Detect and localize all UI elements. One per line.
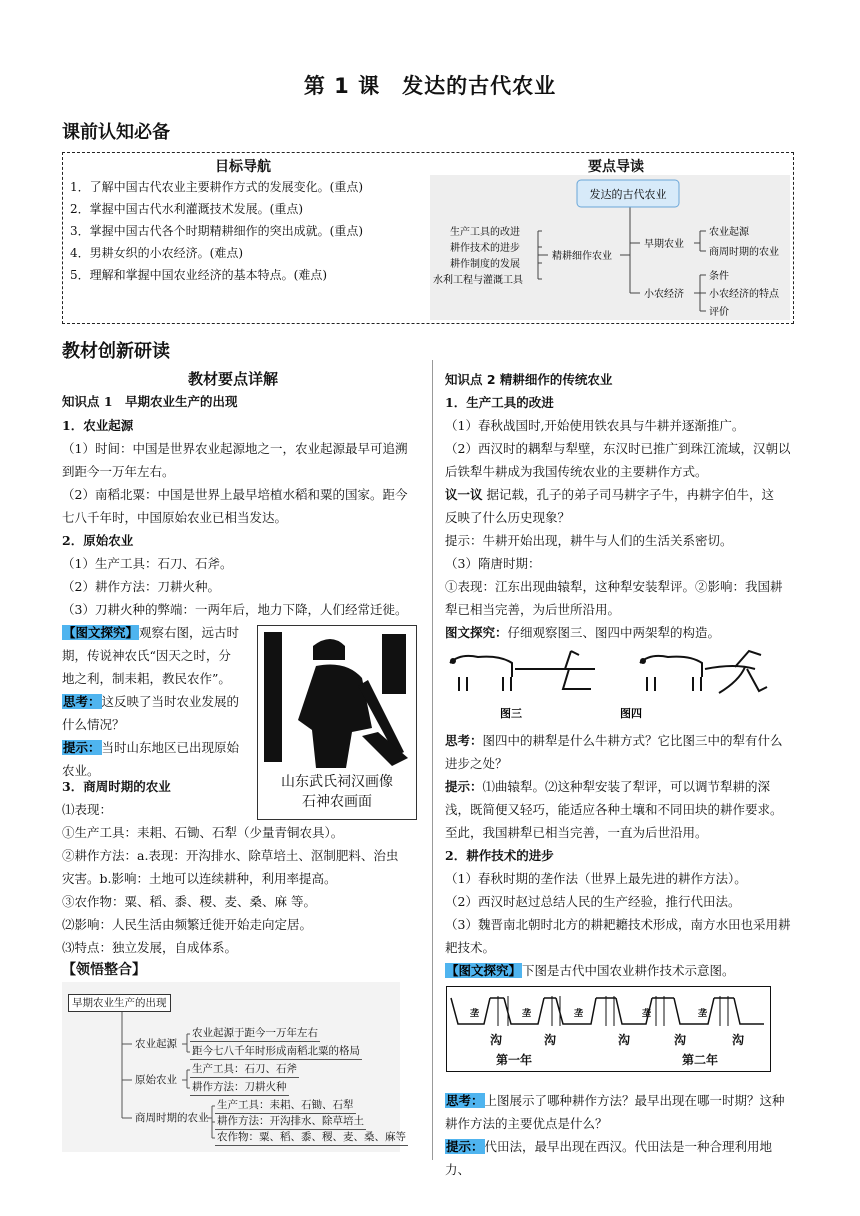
- paragraph: ⑶特点：独立发展，自成体系。: [62, 940, 238, 955]
- mm-root: 发达的古代农业: [589, 188, 667, 201]
- goals-heading: 目标导航: [215, 159, 271, 175]
- mm-summary-leaf: 农作物：粟、稻、黍、稷、麦、桑、麻等: [215, 1130, 408, 1146]
- kp2-title: 知识点 2 精耕细作的传统农业: [445, 372, 613, 387]
- mm-left-item: 生产工具的改进: [450, 227, 520, 238]
- paragraph: 当时山东地区已出现原始: [101, 740, 240, 755]
- paragraph: 什么情况？: [62, 717, 125, 732]
- paragraph: 提示：牛耕开始出现，耕牛与人们的生活关系密切。: [445, 533, 733, 548]
- mm-left-hub: 精耕细作农业: [552, 251, 612, 262]
- left-body-top: [62, 414, 427, 621]
- paragraph: ⑴表现：: [62, 802, 113, 817]
- paragraph: 下图是古代中国农业耕作技术示意图。: [522, 963, 735, 978]
- paragraph: 犁已相当完善，为后世所沿用。: [445, 602, 621, 617]
- left-explore: [62, 621, 252, 782]
- paragraph: 据记载，孔子的弟子司马耕字子牛，冉耕字伯牛，这: [482, 487, 774, 502]
- subheading: 2．原始农业: [62, 533, 134, 548]
- mm-summary-branch: 原始农业: [135, 1074, 177, 1086]
- section-heading-textbook: 教材创新研读: [62, 341, 170, 362]
- ditch-label: 沟: [674, 1033, 687, 1047]
- paragraph: ⑴曲辕犁。⑵这种犁安装了犁评，可以调节犁耕的深: [482, 779, 771, 794]
- paragraph: 地之利，制耒耜，教民农作”。: [62, 671, 231, 686]
- shennong-figure: [258, 626, 416, 778]
- mm-right-item: 农业起源: [709, 227, 749, 238]
- goals-list: [70, 176, 363, 286]
- paragraph: 农业。: [62, 763, 100, 778]
- paragraph: 反映了什么历史现象？: [445, 510, 571, 525]
- subheading: 2．耕作技术的进步: [445, 848, 554, 863]
- kp1-title: 知识点 1 早期农业生产的出现: [62, 394, 238, 409]
- paragraph: （3）刀耕火种的弊端：一两年后，地力下降，人们经常迁徙。: [62, 602, 408, 617]
- paragraph: 耕作方法的主要优点是什么？: [445, 1116, 608, 1131]
- mm-mid-bottom: 小农经济: [644, 289, 684, 300]
- mm-summary-branch: 农业起源: [135, 1038, 177, 1050]
- ridge-label: 垄: [642, 1009, 652, 1019]
- paragraph: 七八千年时，中国原始农业已相当发达。: [62, 510, 288, 525]
- think-tag: 思考：: [446, 1093, 484, 1108]
- goal-item: 5．理解和掌握中国农业经济的基本特点。(难点): [70, 268, 327, 282]
- ridge-label: 垄: [470, 1009, 480, 1019]
- goal-item: 2．掌握中国古代水利灌溉技术发展。(重点): [70, 202, 303, 216]
- paragraph: （1）春秋时期的垄作法（世界上最先进的耕作方法）。: [445, 871, 747, 886]
- mm-summary-leaf: 距今七八千年时形成南稻北粟的格局: [190, 1044, 362, 1060]
- paragraph: 后铁犁牛耕成为我国传统农业的主要耕作方式。: [445, 464, 708, 479]
- right-body-bottom: [445, 1089, 795, 1181]
- paragraph: ①生产工具：耒耜、石锄、石犁（少量青铜农具）。: [62, 825, 344, 840]
- mm-summary-leaf: 耕作方法：刀耕火种: [190, 1080, 289, 1096]
- keypoints-heading: 要点导读: [588, 159, 644, 175]
- ditch-label: 沟: [732, 1033, 745, 1047]
- paragraph: 观察右图，远古时: [139, 625, 240, 640]
- ditch-label: 沟: [618, 1033, 631, 1047]
- discuss-tag: 议一议: [445, 487, 483, 502]
- paragraph: 到距今一万年左右。: [62, 464, 175, 479]
- plough-figures: [445, 645, 775, 725]
- hint-tag: 提示：: [446, 1139, 484, 1154]
- mm-right-item: 评价: [709, 307, 729, 318]
- paragraph: 仔细观察图三、图四中两架犁的构造。: [507, 625, 721, 640]
- mm-right-item: 条件: [709, 271, 729, 282]
- paragraph: （3）魏晋南北朝时北方的耕耙耱技术形成，南方水田也采用耕: [445, 917, 791, 932]
- fig3-label: 图三: [500, 707, 522, 720]
- keypoints-mindmap: [430, 175, 790, 320]
- ridge-label: 垄: [698, 1009, 708, 1019]
- goal-item: 4．男耕女织的小农经济。(难点): [70, 246, 243, 260]
- mm-left-item: 耕作技术的进步: [450, 243, 520, 254]
- ridge-ditch-diagram: [446, 986, 771, 1072]
- paragraph: ⑵影响：人民生活由频繁迁徙开始走向定居。: [62, 917, 313, 932]
- mm-right-item: 小农经济的特点: [709, 289, 779, 300]
- paragraph: 耙技术。: [445, 940, 496, 955]
- goal-item: 3．掌握中国古代各个时期精耕细作的突出成就。(重点): [70, 224, 364, 238]
- paragraph: ③农作物：粟、稻、黍、稷、麦、桑、麻 等。: [62, 894, 316, 909]
- paragraph: 浅，既简便又轻巧，能适应各种土壤和不同田块的耕作要求。: [445, 802, 783, 817]
- ridge-label: 垄: [574, 1009, 584, 1019]
- explore-tag: 【图文探究】: [63, 625, 139, 640]
- summary-mindmap: [62, 982, 406, 1152]
- subheading: 1．农业起源: [62, 418, 134, 433]
- paragraph: 图四中的耕犁是什么牛耕方式？它比图三中的犁有什么: [482, 733, 783, 748]
- paragraph: ②耕作方法：a.表现：开沟排水、除草培土、沤制肥料、治虫: [62, 848, 399, 863]
- mm-summary-root: 早期农业生产的出现: [68, 994, 171, 1012]
- mm-summary-branch: 商周时期的农业: [135, 1112, 209, 1124]
- goal-item: 1．了解中国古代农业主要耕作方式的发展变化。(重点): [70, 180, 364, 194]
- paragraph: 灾害。b.影响：土地可以连续耕种，利用率提高。: [62, 871, 337, 886]
- paragraph: （1）时间：中国是世界农业起源地之一，农业起源最早可追溯: [62, 441, 408, 456]
- paragraph: （2）西汉时赵过总结人民的生产经验，推行代田法。: [445, 894, 741, 909]
- explore-tag: 【图文探究】: [446, 963, 522, 978]
- mm-summary-leaf: 生产工具：耒耜、石锄、石犁: [215, 1098, 356, 1114]
- mm-left-item: 水利工程与灌溉工具: [433, 275, 523, 286]
- summary-heading: 【领悟整合】: [62, 962, 146, 978]
- paragraph: 至此，我国耕犁已相当完善，一直为后世沿用。: [445, 825, 708, 840]
- paragraph: （1）生产工具：石刀、石斧。: [62, 556, 233, 571]
- think-tag: 思考：: [63, 694, 101, 709]
- right-body-mid: [445, 729, 795, 982]
- paragraph: （1）春秋战国时,开始使用铁农具与牛耕并逐渐推广。: [445, 418, 745, 433]
- paragraph: （2）西汉时的耦犁与犁壁，东汉时已推广到珠江流域，汉朝以: [445, 441, 791, 456]
- mm-mid-top: 早期农业: [644, 239, 684, 250]
- section-heading-preclass: 课前认知必备: [62, 122, 170, 143]
- paragraph: （2）耕作方法：刀耕火种。: [62, 579, 220, 594]
- image-caption-2: 石神农画面: [302, 794, 372, 810]
- explore-tag: 图文探究：: [445, 625, 508, 640]
- year-label: 第二年: [682, 1053, 719, 1067]
- hint-tag: 提示：: [445, 779, 483, 794]
- mm-summary-leaf: 生产工具：石刀、石斧: [190, 1062, 299, 1078]
- subheading: 3．商周时期的农业: [62, 779, 171, 794]
- paragraph: 期，传说神农氏“因天之时，分: [62, 648, 231, 663]
- ditch-label: 沟: [490, 1033, 503, 1047]
- ditch-label: 沟: [544, 1033, 557, 1047]
- paragraph: 这反映了当时农业发展的: [101, 694, 240, 709]
- mm-right-item: 商周时期的农业: [709, 247, 779, 258]
- left-heading: 教材要点详解: [188, 370, 279, 388]
- paragraph: ①表现：江东出现曲辕犁，这种犁安装犁评。②影响：我国耕: [445, 579, 783, 594]
- mm-left-item: 耕作制度的发展: [450, 259, 520, 270]
- column-divider: [432, 360, 433, 1160]
- think-tag: 思考：: [445, 733, 483, 748]
- mm-summary-leaf: 农业起源于距今一万年左右: [190, 1026, 320, 1042]
- left-body-bottom: [62, 775, 427, 982]
- paragraph: 进步之处？: [445, 756, 508, 771]
- year-label: 第一年: [496, 1053, 533, 1067]
- page-title: 第 1 课 发达的古代农业: [303, 74, 557, 98]
- paragraph: （2）南稻北粟：中国是世界上最早培植水稻和粟的国家。距今: [62, 487, 408, 502]
- hint-tag: 提示：: [63, 740, 101, 755]
- image-caption-1: 山东武氏祠汉画像: [281, 774, 393, 790]
- right-body-top: [445, 391, 795, 644]
- paragraph: （3）隋唐时期：: [445, 556, 541, 571]
- ridge-label: 垄: [522, 1009, 532, 1019]
- paragraph: 上图展示了哪种耕作方法？最早出现在哪一时期？这种: [484, 1093, 785, 1108]
- paragraph: 代田法，最早出现在西汉。代田法是一种合理利用地力、: [445, 1139, 773, 1177]
- fig4-label: 图四: [620, 707, 642, 720]
- subheading: 1．生产工具的改进: [445, 395, 554, 410]
- mm-summary-leaf: 耕作方法：开沟排水、除草培土: [215, 1114, 366, 1130]
